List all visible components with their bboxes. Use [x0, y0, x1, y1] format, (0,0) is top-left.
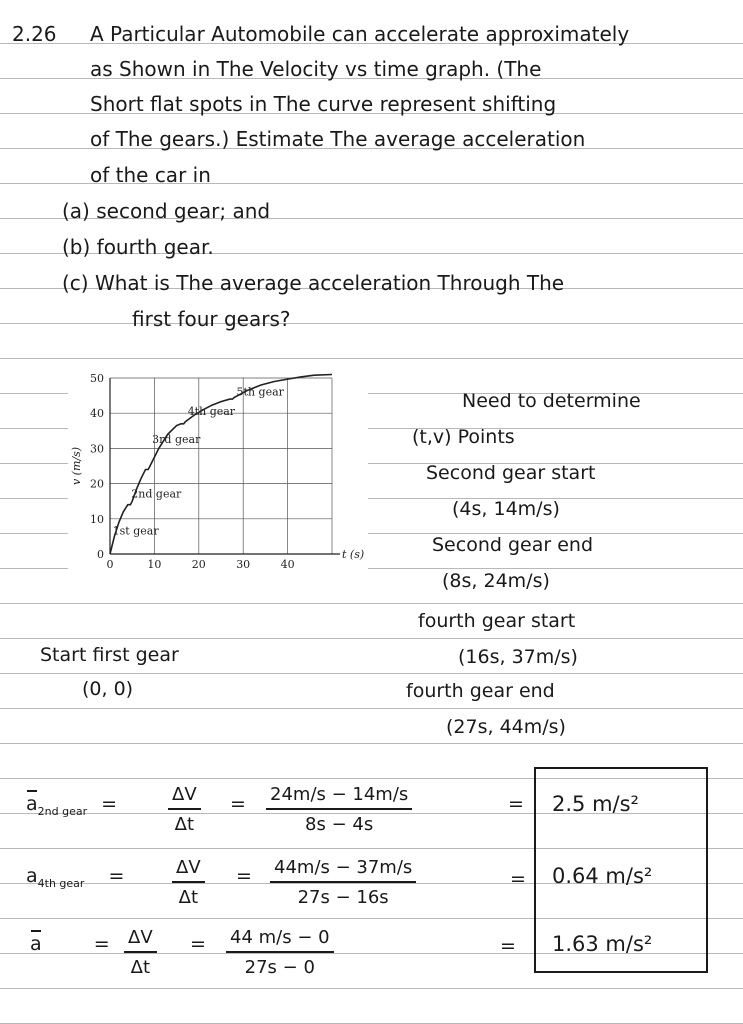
eq1-num: 24m/s − 14m/s [270, 784, 409, 805]
eq1-fraction [266, 784, 412, 835]
note-label-4: fourth gear end [406, 680, 555, 702]
start-label: Start first gear [40, 644, 179, 666]
x-tick-label: 40 [280, 558, 295, 571]
part-b: (b) fourth gear. [62, 235, 214, 259]
eq1-lhs [26, 795, 117, 817]
y-tick-label: 0 [97, 548, 104, 561]
note-label-2: Second gear end [432, 534, 593, 556]
eq2-dt: Δt [178, 887, 198, 908]
eq1-sub: 2nd gear [37, 804, 88, 818]
eq2-lhs [26, 867, 124, 889]
gear-label: 2nd gear [131, 487, 182, 501]
eq1-den: 8s − 4s [305, 814, 374, 835]
eq3-eq-a: = [93, 933, 110, 955]
eq3-lhs [30, 935, 110, 954]
eq2-dv: ΔV [176, 857, 201, 878]
part-a: (a) second gear; and [62, 199, 271, 223]
gear-label: 4th gear [187, 404, 236, 418]
eq1-dt: Δt [174, 814, 194, 835]
eq2-fraction [270, 857, 416, 908]
eq3-dv: ΔV [128, 927, 153, 948]
answer-a: 2.5 m/s² [552, 792, 639, 816]
problem-number: 2.26 [12, 22, 57, 46]
eq3-dvdt [124, 927, 157, 978]
problem-line-2: as Shown in The Velocity vs time graph. (The [90, 57, 542, 81]
problem-line-5: of the car in [90, 163, 211, 187]
eq2-den: 27s − 16s [297, 887, 389, 908]
start-value: (0, 0) [82, 678, 134, 700]
eq1-dvdt [168, 784, 201, 835]
x-tick-label: 20 [191, 558, 206, 571]
x-tick-label: 10 [147, 558, 162, 571]
eq3-num: 44 m/s − 0 [230, 927, 330, 948]
eq2-eq-a: = [108, 865, 125, 887]
gear-label: 3rd gear [152, 433, 201, 447]
answer-c: 1.63 m/s² [552, 932, 653, 956]
a-bar-1: a [26, 793, 38, 815]
eq2-sub: 4th gear [37, 876, 85, 890]
eq1-eq-a: = [101, 793, 118, 815]
note-value-4: (27s, 44m/s) [446, 716, 566, 738]
x-axis-label: t (s) [342, 548, 365, 561]
eq3-eq-c: = [500, 935, 516, 957]
y-tick-label: 30 [90, 442, 104, 456]
x-tick-label: 30 [236, 558, 251, 571]
eq3-den: 27s − 0 [244, 957, 315, 978]
x-tick-label: 0 [106, 558, 114, 571]
notes-heading: Need to determine [462, 390, 641, 412]
notes-points-label: (t,v) Points [412, 426, 515, 448]
y-tick-label: 10 [90, 512, 104, 526]
problem-line-1: A Particular Automobile can accelerate approximately [90, 22, 630, 46]
eq2-num: 44m/s − 37m/s [274, 857, 413, 878]
part-c: (c) What is The average acceleration Through The [62, 271, 565, 295]
note-label-3: fourth gear start [418, 610, 576, 632]
problem-line-3: Short flat spots in The curve represent shifting [90, 92, 557, 116]
eq2-eq-b: = [236, 865, 252, 887]
eq2-a: a [26, 865, 38, 887]
eq1-eq-b: = [230, 793, 246, 815]
note-value-1: (4s, 14m/s) [452, 498, 560, 520]
answer-b: 0.64 m/s² [552, 864, 653, 888]
gear-label: 1st gear [112, 524, 159, 538]
gear-label: 5th gear [236, 385, 284, 399]
eq1-dv: ΔV [172, 784, 197, 805]
y-tick-label: 40 [90, 407, 104, 421]
part-c-continued: first four gears? [132, 307, 291, 331]
y-tick-label: 20 [90, 477, 104, 491]
eq3-dt: Δt [130, 957, 150, 978]
note-value-2: (8s, 24m/s) [442, 570, 550, 592]
eq1-eq-c: = [508, 793, 524, 815]
eq3-eq-b: = [190, 933, 206, 955]
y-tick-label: 50 [90, 372, 104, 385]
y-axis-label: v (m/s) [70, 446, 83, 486]
eq2-dvdt [172, 857, 205, 908]
note-value-3: (16s, 37m/s) [458, 646, 578, 668]
eq2-eq-c: = [510, 868, 526, 890]
problem-line-4: of The gears.) Estimate The average acceleration [90, 127, 586, 151]
eq3-fraction [226, 927, 334, 978]
note-label-1: Second gear start [426, 462, 596, 484]
a-bar-3: a [30, 933, 42, 955]
velocity-time-chart [68, 366, 368, 576]
